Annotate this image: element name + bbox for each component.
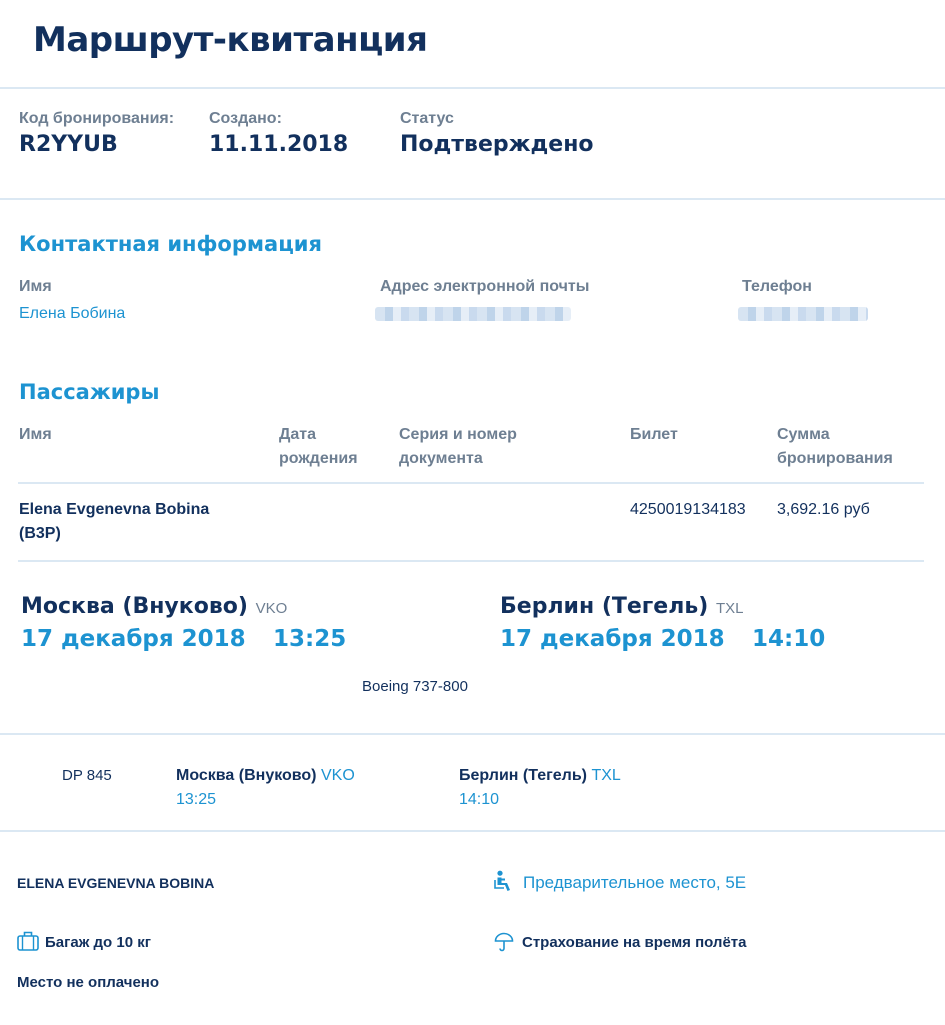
arrival-time: 14:10 [752, 626, 826, 652]
contact-name: Елена Бобина [19, 305, 126, 322]
arrival-iata: TXL [715, 600, 744, 617]
divider [0, 87, 945, 89]
umbrella-icon [494, 932, 514, 952]
ticket-number: 4250019134183 [630, 501, 746, 518]
arrival-date: 17 декабря 2018 [500, 626, 725, 652]
col-dob: Дата рождения [279, 426, 358, 467]
baggage-icon [17, 931, 39, 951]
divider [0, 733, 945, 735]
departure-date: 17 декабря 2018 [21, 626, 246, 652]
phone-redacted [738, 307, 868, 321]
segment-arrival: Берлин (Тегель) TXL [459, 767, 621, 784]
col-document: Серия и номер документа [399, 426, 517, 467]
divider [18, 482, 924, 484]
segment-departure-iata: VKO [320, 767, 355, 784]
flight-insurance: Страхование на время полёта [522, 934, 747, 951]
email-redacted [375, 307, 571, 321]
booking-sum: 3,692.16 руб [777, 501, 870, 518]
col-sum: Сумма бронирования [777, 426, 893, 467]
divider [0, 198, 945, 200]
seat-icon [494, 870, 514, 892]
col-ticket: Билет [630, 426, 678, 443]
booking-code: R2YYUB [19, 132, 118, 157]
departure-time: 13:25 [273, 626, 347, 652]
contact-phone-label: Телефон [742, 278, 812, 295]
departure-iata: VKO [255, 600, 288, 617]
arrival-city: Берлин (Тегель) TXL [500, 594, 744, 619]
baggage-allowance: Багаж до 10 кг [45, 934, 151, 951]
passenger-name: Elena Evgenevna Bobina (B3P) [19, 501, 210, 542]
contact-heading: Контактная информация [19, 232, 322, 256]
aircraft-type: Boeing 737-800 [362, 678, 468, 695]
segment-arrival-iata: TXL [591, 767, 621, 784]
col-name: Имя [19, 426, 52, 443]
segment-departure: Москва (Внуково) VKO [176, 767, 355, 784]
divider [0, 830, 945, 832]
flight-number: DP 845 [62, 767, 112, 784]
passengers-heading: Пассажиры [19, 380, 160, 404]
contact-email-label: Адрес электронной почты [380, 278, 590, 295]
seat-selection: Предварительное место, 5E [523, 873, 747, 892]
departure-city: Москва (Внуково) VKO [21, 594, 288, 619]
segment-departure-time: 13:25 [176, 791, 217, 808]
page-title: Маршрут-квитанция [33, 20, 428, 60]
status-value: Подтверждено [400, 132, 594, 157]
contact-name-label: Имя [19, 278, 52, 295]
booking-code-label: Код бронирования: [19, 110, 175, 127]
service-passenger-name: ELENA EVGENEVNA BOBINA [17, 875, 215, 891]
seat-payment-status: Место не оплачено [17, 974, 160, 991]
created-date: 11.11.2018 [209, 132, 349, 157]
status-label: Статус [400, 110, 454, 127]
created-label: Создано: [209, 110, 282, 127]
divider [18, 560, 924, 562]
segment-arrival-time: 14:10 [459, 791, 500, 808]
